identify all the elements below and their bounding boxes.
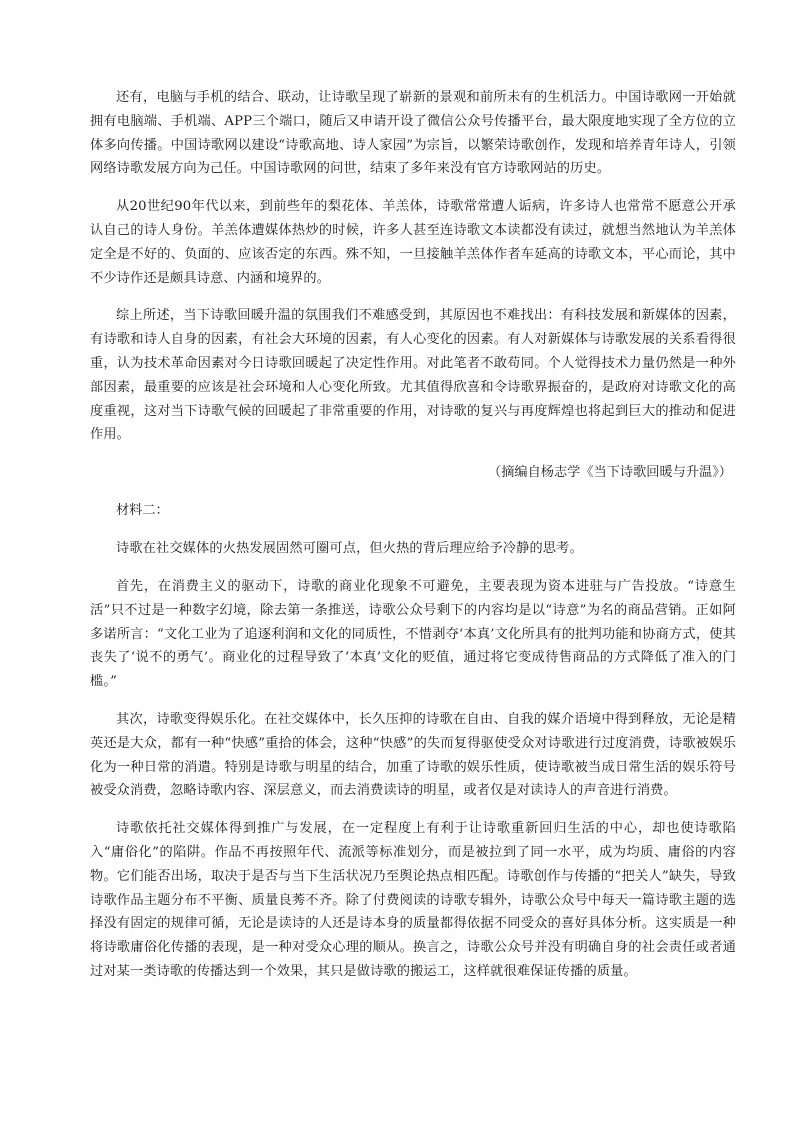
- paragraph-2: 从20世纪90年代以来，到前些年的梨花体、羊羔体，诗歌常常遭人诟病，许多诗人也常常不愿意公开承认自己的诗人身份。羊羔体遭媒体热炒的时候，许多人甚至连诗歌文本读都没有读过，就想当然地认为羊羔体定全是不好的、负面的、应该否定的东西。殊不知，一旦接触羊羔体作者车延高的诗歌文本，平心而论，其中不少诗作还是颇具诗意、内涵和境界的。: [90, 199, 736, 286]
- paragraph-4: 诗歌在社交媒体的火热发展固然可圈可点，但火热的背后理应给予冷静的思考。: [116, 541, 583, 557]
- paragraph-7: 诗歌依托社交媒体得到推广与发展，在一定程度上有利于让诗歌重新回归生活的中心，却也使诗歌陷入“庸俗化”的陷阱。作品不再按照年代、流派等标准划分，而是被拉到了同一水平，成为均质、庸俗的内容物。它们能否出场，取决于是否与当下生活状况乃至舆论热点相匹配。诗歌创作与传播的“把关人”缺失，导致诗歌作品主题分布不平衡、质量良莠不齐。除了付费阅读的诗歌专辑外，诗歌公众号中每天一篇诗歌主题的选择没有固定的规律可循，无论是读诗的人还是诗本身的质量都得依据不同受众的喜好具体分析。这实质是一种将诗歌庸俗化传播的表现，是一种对受众心理的顺从。换言之，诗歌公众号并没有明确自身的社会责任或者通过对某一类诗歌的传播达到一个效果，其只是做诗歌的搬运工，这样就很难保证传播的质量。: [90, 821, 736, 979]
- material-label: 材料二：: [116, 503, 169, 519]
- paragraph-3: 综上所述，当下诗歌回暖升温的氛围我们不难感受到，其原因也不难找出：有科技发展和新媒体的因素，有诗歌和诗人自身的因素，有社会大环境的因素，有人心变化的因素。有人对新媒体与诗歌发展的关系看得很重，认为技术革命因素对今日诗歌回暖起了决定性作用。对此笔者不敢苟同。个人觉得技术力量仍然是一种外部因素，最重要的应该是社会环境和人心变化所致。尤其值得欣喜和令诗歌界振奋的，是政府对诗歌文化的高度重视，这对当下诗歌气候的回暖起了非常重要的作用，对诗歌的复兴与再度辉煌也将起到巨大的推动和促进作用。: [90, 308, 736, 443]
- paragraph-5: 首先，在消费主义的驱动下，诗歌的商业化现象不可避免，主要表现为资本进驻与广告投放。“诗意生活”只不过是一种数字幻境，除去第一条推送，诗歌公众号剩下的内容均是以“诗意”为名的商品营销。正如阿多诺所言：“文化工业为了追逐利润和文化的同质性，不惜剥夺‘本真’文化所具有的批判功能和协商方式，使其丧失了‘说不的勇气’。商业化的过程导致了‘本真’文化的贬值，通过将它变成待售商品的方式降低了准入的门槛。”: [90, 578, 736, 690]
- paragraph-6: 其次，诗歌变得娱乐化。在社交媒体中，长久压抑的诗歌在自由、自我的媒介语境中得到释放，无论是精英还是大众，都有一种“快感”重拾的体会，这种“快感”的失而复得驱使受众对诗歌进行过度消费，诗歌被娱乐化为一种日常的消遣。特别是诗歌与明星的结合，加重了诗歌的娱乐性质，使诗歌被当成日常生活的娱乐符号被受众消费，忽略诗歌内容、深层意义，而去消费读诗的明星，或者仅是对读诗人的声音进行消费。: [90, 711, 736, 799]
- source-citation: （摘编自杨志学《当下诗歌回暖与升温》）: [488, 465, 732, 481]
- paragraph-1: 还有，电脑与手机的结合、联动，让诗歌呈现了崭新的景观和前所未有的生机活力。中国诗歌网一开始就拥有电脑端、手机端、APP三个端口，随后又申请开设了微信公众号传播平台，最大限度地实现了全方位的立体多向传播。中国诗歌网以建设“诗歌高地、诗人家园”为宗旨，以繁荣诗歌创作，发现和培养青年诗人，引领网络诗歌发展方向为己任。中国诗歌网的问世，结束了多年来没有官方诗歌网站的历史。: [90, 90, 736, 177]
- document-page: [90, 86, 736, 984]
